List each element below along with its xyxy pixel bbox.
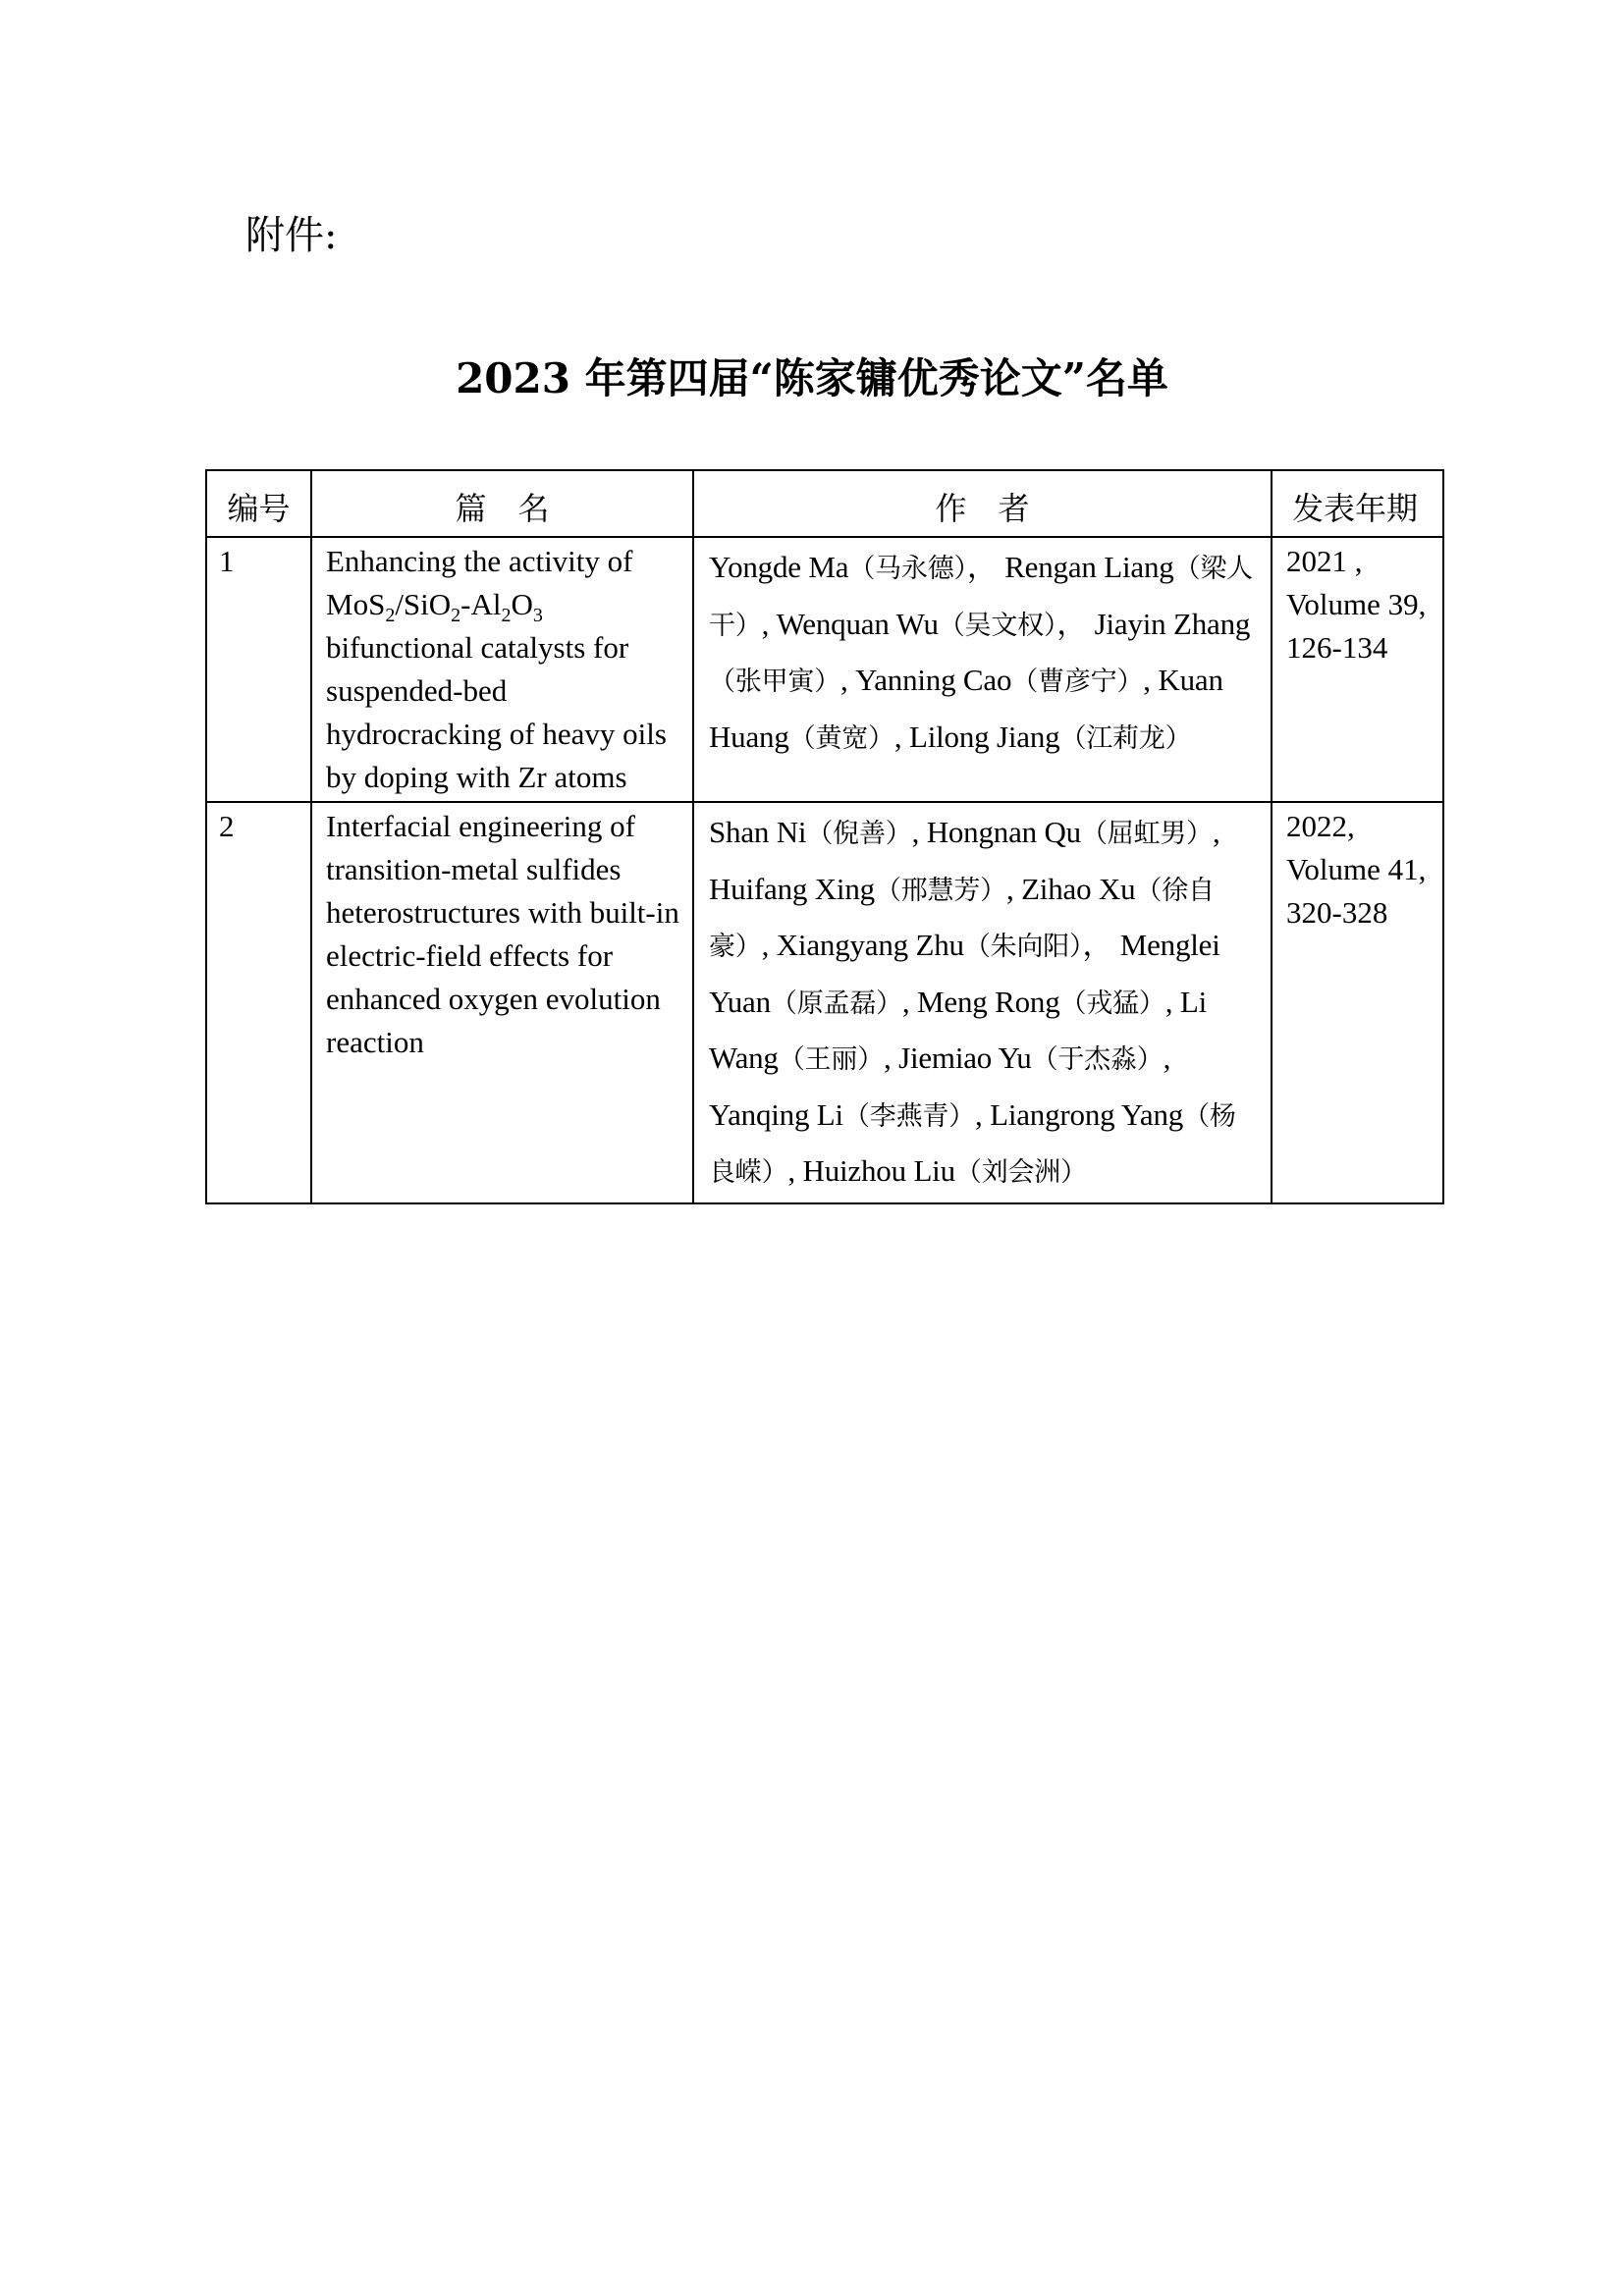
author-name-zh: （梁人干） — [709, 554, 1253, 641]
publication-volume: Volume 39, — [1286, 587, 1427, 621]
author-separator: , — [761, 606, 770, 641]
author-name-en: Kuan Huang — [709, 663, 1223, 754]
author-name-en: Wenquan Wu — [776, 606, 939, 641]
author-separator: ， — [1056, 606, 1088, 641]
author-name-en: Meng Rong — [917, 984, 1060, 1019]
author-separator: , — [893, 719, 902, 754]
author-separator: , — [901, 984, 910, 1019]
author-separator: ， — [1082, 928, 1113, 962]
author-name-en: Jiemiao Yu — [898, 1041, 1032, 1075]
author-name-en: Rengan Liang — [1004, 550, 1174, 584]
author-name-zh: （倪善） — [806, 819, 912, 849]
title-text: Enhancing the activity of MoS — [326, 544, 633, 621]
author-name-zh: （徐自豪） — [709, 875, 1215, 962]
publication-year: 2021 , — [1286, 544, 1363, 578]
author-entry — [709, 1097, 983, 1132]
author-name-en: Yanning Cao — [855, 663, 1012, 697]
author-separator: , — [1005, 871, 1014, 906]
author-name-en: Xiangyang Zhu — [776, 928, 964, 962]
author-entry — [709, 872, 1014, 906]
header-title: 篇 名 — [311, 470, 693, 537]
author-name-en: Li Wang — [709, 984, 1207, 1075]
author-name-en: Hongnan Qu — [926, 815, 1081, 849]
author-name-zh: （王丽） — [778, 1044, 884, 1075]
author-name-en: Lilong Jiang — [908, 719, 1060, 754]
author-name-zh: （杨良嵘） — [709, 1100, 1236, 1188]
author-name-zh: （吴文权） — [938, 610, 1057, 641]
row-number: 1 — [206, 537, 311, 802]
author-name-en: Yanqing Li — [709, 1096, 843, 1132]
author-name-zh: （原孟磊） — [770, 988, 902, 1019]
author-entry — [777, 928, 1112, 962]
author-name-zh: （黄宽） — [788, 722, 894, 754]
publication-volume: Volume 41, — [1286, 852, 1427, 886]
author-entry — [709, 815, 919, 849]
author-separator: , — [761, 928, 770, 962]
author-name-zh: （朱向阳） — [963, 932, 1083, 962]
author-separator: , — [974, 1096, 983, 1132]
author-separator: , — [911, 815, 920, 849]
publication-pages: 126-134 — [1286, 630, 1388, 665]
title-text: -Al — [460, 587, 502, 621]
title-text: /SiO — [395, 587, 452, 621]
author-name-zh: （马永德） — [848, 554, 967, 584]
publication-year: 2022, — [1286, 809, 1355, 843]
title-text: O — [511, 587, 533, 621]
author-separator: , — [1143, 663, 1151, 697]
author-separator: , — [787, 1153, 795, 1188]
author-name-zh: （邢慧芳） — [874, 875, 1006, 906]
author-separator: , — [1163, 1041, 1171, 1075]
author-separator: , — [883, 1041, 892, 1075]
publication-info — [1272, 802, 1443, 1203]
subscript: 2 — [501, 605, 512, 627]
author-name-en: Zihao Xu — [1021, 871, 1136, 906]
attachment-label: 附件: — [245, 213, 338, 258]
table-row — [206, 537, 1443, 802]
author-entry — [855, 663, 1151, 697]
row-number: 2 — [206, 802, 311, 1203]
subscript: 3 — [532, 605, 543, 627]
author-name-zh: （曹彦宁） — [1011, 667, 1144, 697]
table-row — [206, 802, 1443, 1203]
subscript: 2 — [385, 605, 396, 627]
table-header-row — [206, 470, 1443, 537]
header-publication: 发表年期 — [1272, 470, 1443, 537]
paper-title — [311, 537, 693, 802]
author-name-en: Menglei Yuan — [709, 928, 1220, 1019]
publication-info — [1272, 537, 1443, 802]
author-separator: , — [840, 663, 848, 697]
author-name-en: Shan Ni — [709, 815, 807, 849]
subscript: 2 — [451, 605, 461, 627]
author-name-zh: （张甲寅） — [709, 667, 840, 697]
author-list — [693, 537, 1272, 802]
author-name-zh: （江莉龙） — [1059, 722, 1192, 754]
author-separator: , — [1164, 984, 1173, 1019]
author-entry — [777, 607, 1087, 641]
author-name-en: Yongde Ma — [709, 550, 849, 584]
author-entry — [898, 1041, 1170, 1075]
header-number: 编号 — [206, 470, 311, 537]
author-name-zh: （屈虹男） — [1080, 819, 1213, 849]
author-name-en: Huizhou Liu — [802, 1153, 955, 1188]
author-entry — [917, 985, 1172, 1019]
award-list-table — [205, 469, 1444, 1204]
author-separator: , — [1212, 815, 1220, 849]
header-authors: 作 者 — [693, 470, 1272, 537]
author-name-en: Huifang Xing — [709, 871, 875, 906]
author-entry — [927, 815, 1220, 849]
author-name-en: Jiayin Zhang — [1094, 606, 1251, 641]
publication-pages: 320-328 — [1286, 895, 1388, 930]
title-text: bifunctional catalysts for suspended-bed hydrocracking of heavy oils by doping with Zr atoms — [326, 630, 667, 794]
author-entry — [709, 550, 998, 584]
author-name-zh: （戎猛） — [1059, 988, 1165, 1019]
author-name-en: Liangrong Yang — [990, 1096, 1184, 1132]
author-name-zh: （刘会洲） — [954, 1157, 1087, 1188]
author-name-zh: （李燕青） — [842, 1100, 975, 1132]
author-name-zh: （于杰淼） — [1031, 1044, 1164, 1075]
author-entry — [909, 720, 1191, 754]
paper-title: Interfacial engineering of transition-metal sulfides heterostructures with built-in electric-field effects for enhanced oxygen evolution reaction — [311, 802, 693, 1203]
author-list — [693, 802, 1272, 1203]
author-entry — [803, 1153, 1087, 1188]
page-title: 2023 年第四届“陈家镛优秀论文”名单 — [456, 354, 1168, 402]
author-separator: ， — [966, 550, 998, 584]
